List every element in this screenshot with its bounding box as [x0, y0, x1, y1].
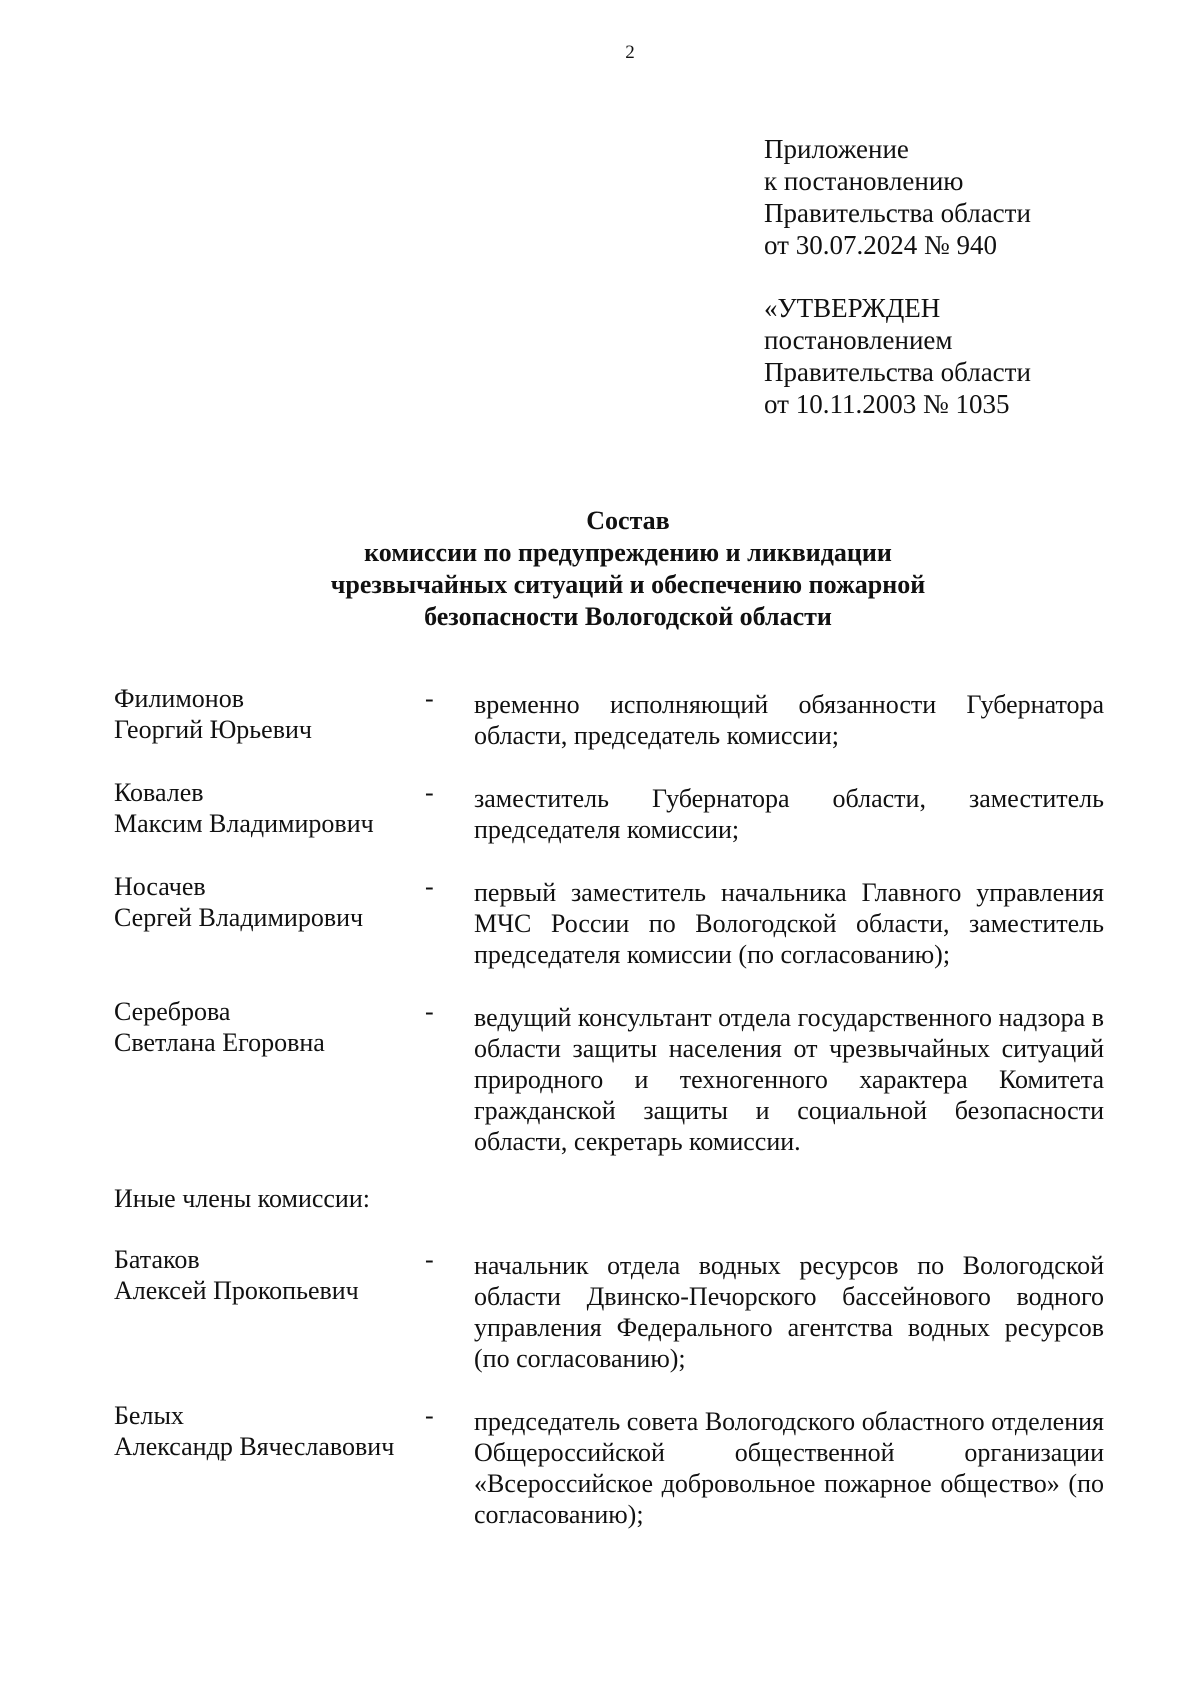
member-name	[114, 996, 425, 1157]
approved-line: постановлением	[764, 325, 953, 355]
annex-line: от 30.07.2024 № 940	[764, 230, 997, 260]
member-surname: Батаков	[114, 1245, 200, 1274]
member-name	[114, 871, 425, 970]
member-row	[114, 871, 1104, 970]
member-role: временно исполняющий обязанности Губернатора области, председатель комиссии;	[474, 690, 1104, 750]
member-surname: Сереброва	[114, 997, 231, 1026]
title-line: безопасности Вологодской области	[424, 602, 832, 631]
member-dash: -	[425, 778, 434, 807]
member-given-name: Александр Вячеславович	[114, 1432, 395, 1461]
member-dash: -	[425, 684, 434, 713]
member-role: заместитель Губернатора области, заместитель председателя комиссии;	[474, 784, 1104, 844]
member-row	[114, 1244, 1104, 1374]
page-number: 2	[625, 42, 635, 63]
title-line: чрезвычайных ситуаций и обеспечению пожарной	[330, 570, 926, 599]
member-dash: -	[425, 1401, 434, 1430]
approved-line: Правительства области	[764, 357, 1031, 387]
member-surname: Носачев	[114, 872, 206, 901]
member-name	[114, 1400, 425, 1530]
member-given-name: Максим Владимирович	[114, 809, 374, 838]
member-dash: -	[425, 997, 434, 1026]
approved-line: от 10.11.2003 № 1035	[764, 389, 1010, 419]
member-role: ведущий консультант отдела государственного надзора в области защиты населения от чрезвычайных ситуаций природного и техногенного характера Комитета гражданской защиты и социальной безопасности области, секретарь комиссии.	[474, 1003, 1104, 1156]
member-role: начальник отдела водных ресурсов по Вологодской области Двинско-Печорского бассейнового водного управления Федерального агентства водных ресурсов (по согласованию);	[474, 1251, 1104, 1373]
title-line: комиссии по предупреждению и ликвидации	[364, 538, 892, 567]
annex-block	[764, 133, 1031, 420]
member-surname: Филимонов	[114, 684, 244, 713]
member-name	[114, 683, 425, 751]
annex-line: к постановлению	[764, 166, 964, 196]
annex-line: Приложение	[764, 134, 909, 164]
member-given-name: Георгий Юрьевич	[114, 715, 312, 744]
member-row	[114, 1400, 1104, 1530]
other-members-label: Иные члены комиссии:	[114, 1184, 370, 1213]
member-role: первый заместитель начальника Главного управления МЧС России по Вологодской области, заместитель председателя комиссии (по согласованию);	[474, 878, 1104, 969]
member-surname: Ковалев	[114, 778, 204, 807]
annex-line: Правительства области	[764, 198, 1031, 228]
member-dash: -	[425, 1245, 434, 1274]
member-role: председатель совета Вологодского областного отделения Общероссийской общественной организации «Всероссийское добровольное пожарное общество» (по согласованию);	[474, 1407, 1104, 1529]
approved-line: «УТВЕРЖДЕН	[764, 293, 941, 323]
member-given-name: Алексей Прокопьевич	[114, 1276, 359, 1305]
member-list	[114, 683, 1104, 1556]
member-given-name: Сергей Владимирович	[114, 903, 364, 932]
title-heading: Состав	[586, 506, 670, 535]
member-row	[114, 683, 1104, 751]
member-surname: Белых	[114, 1401, 184, 1430]
member-name	[114, 777, 425, 845]
member-name	[114, 1244, 425, 1374]
member-row	[114, 777, 1104, 845]
member-given-name: Светлана Егоровна	[114, 1028, 325, 1057]
member-dash: -	[425, 872, 434, 901]
member-row	[114, 996, 1104, 1157]
document-title	[0, 505, 1200, 633]
